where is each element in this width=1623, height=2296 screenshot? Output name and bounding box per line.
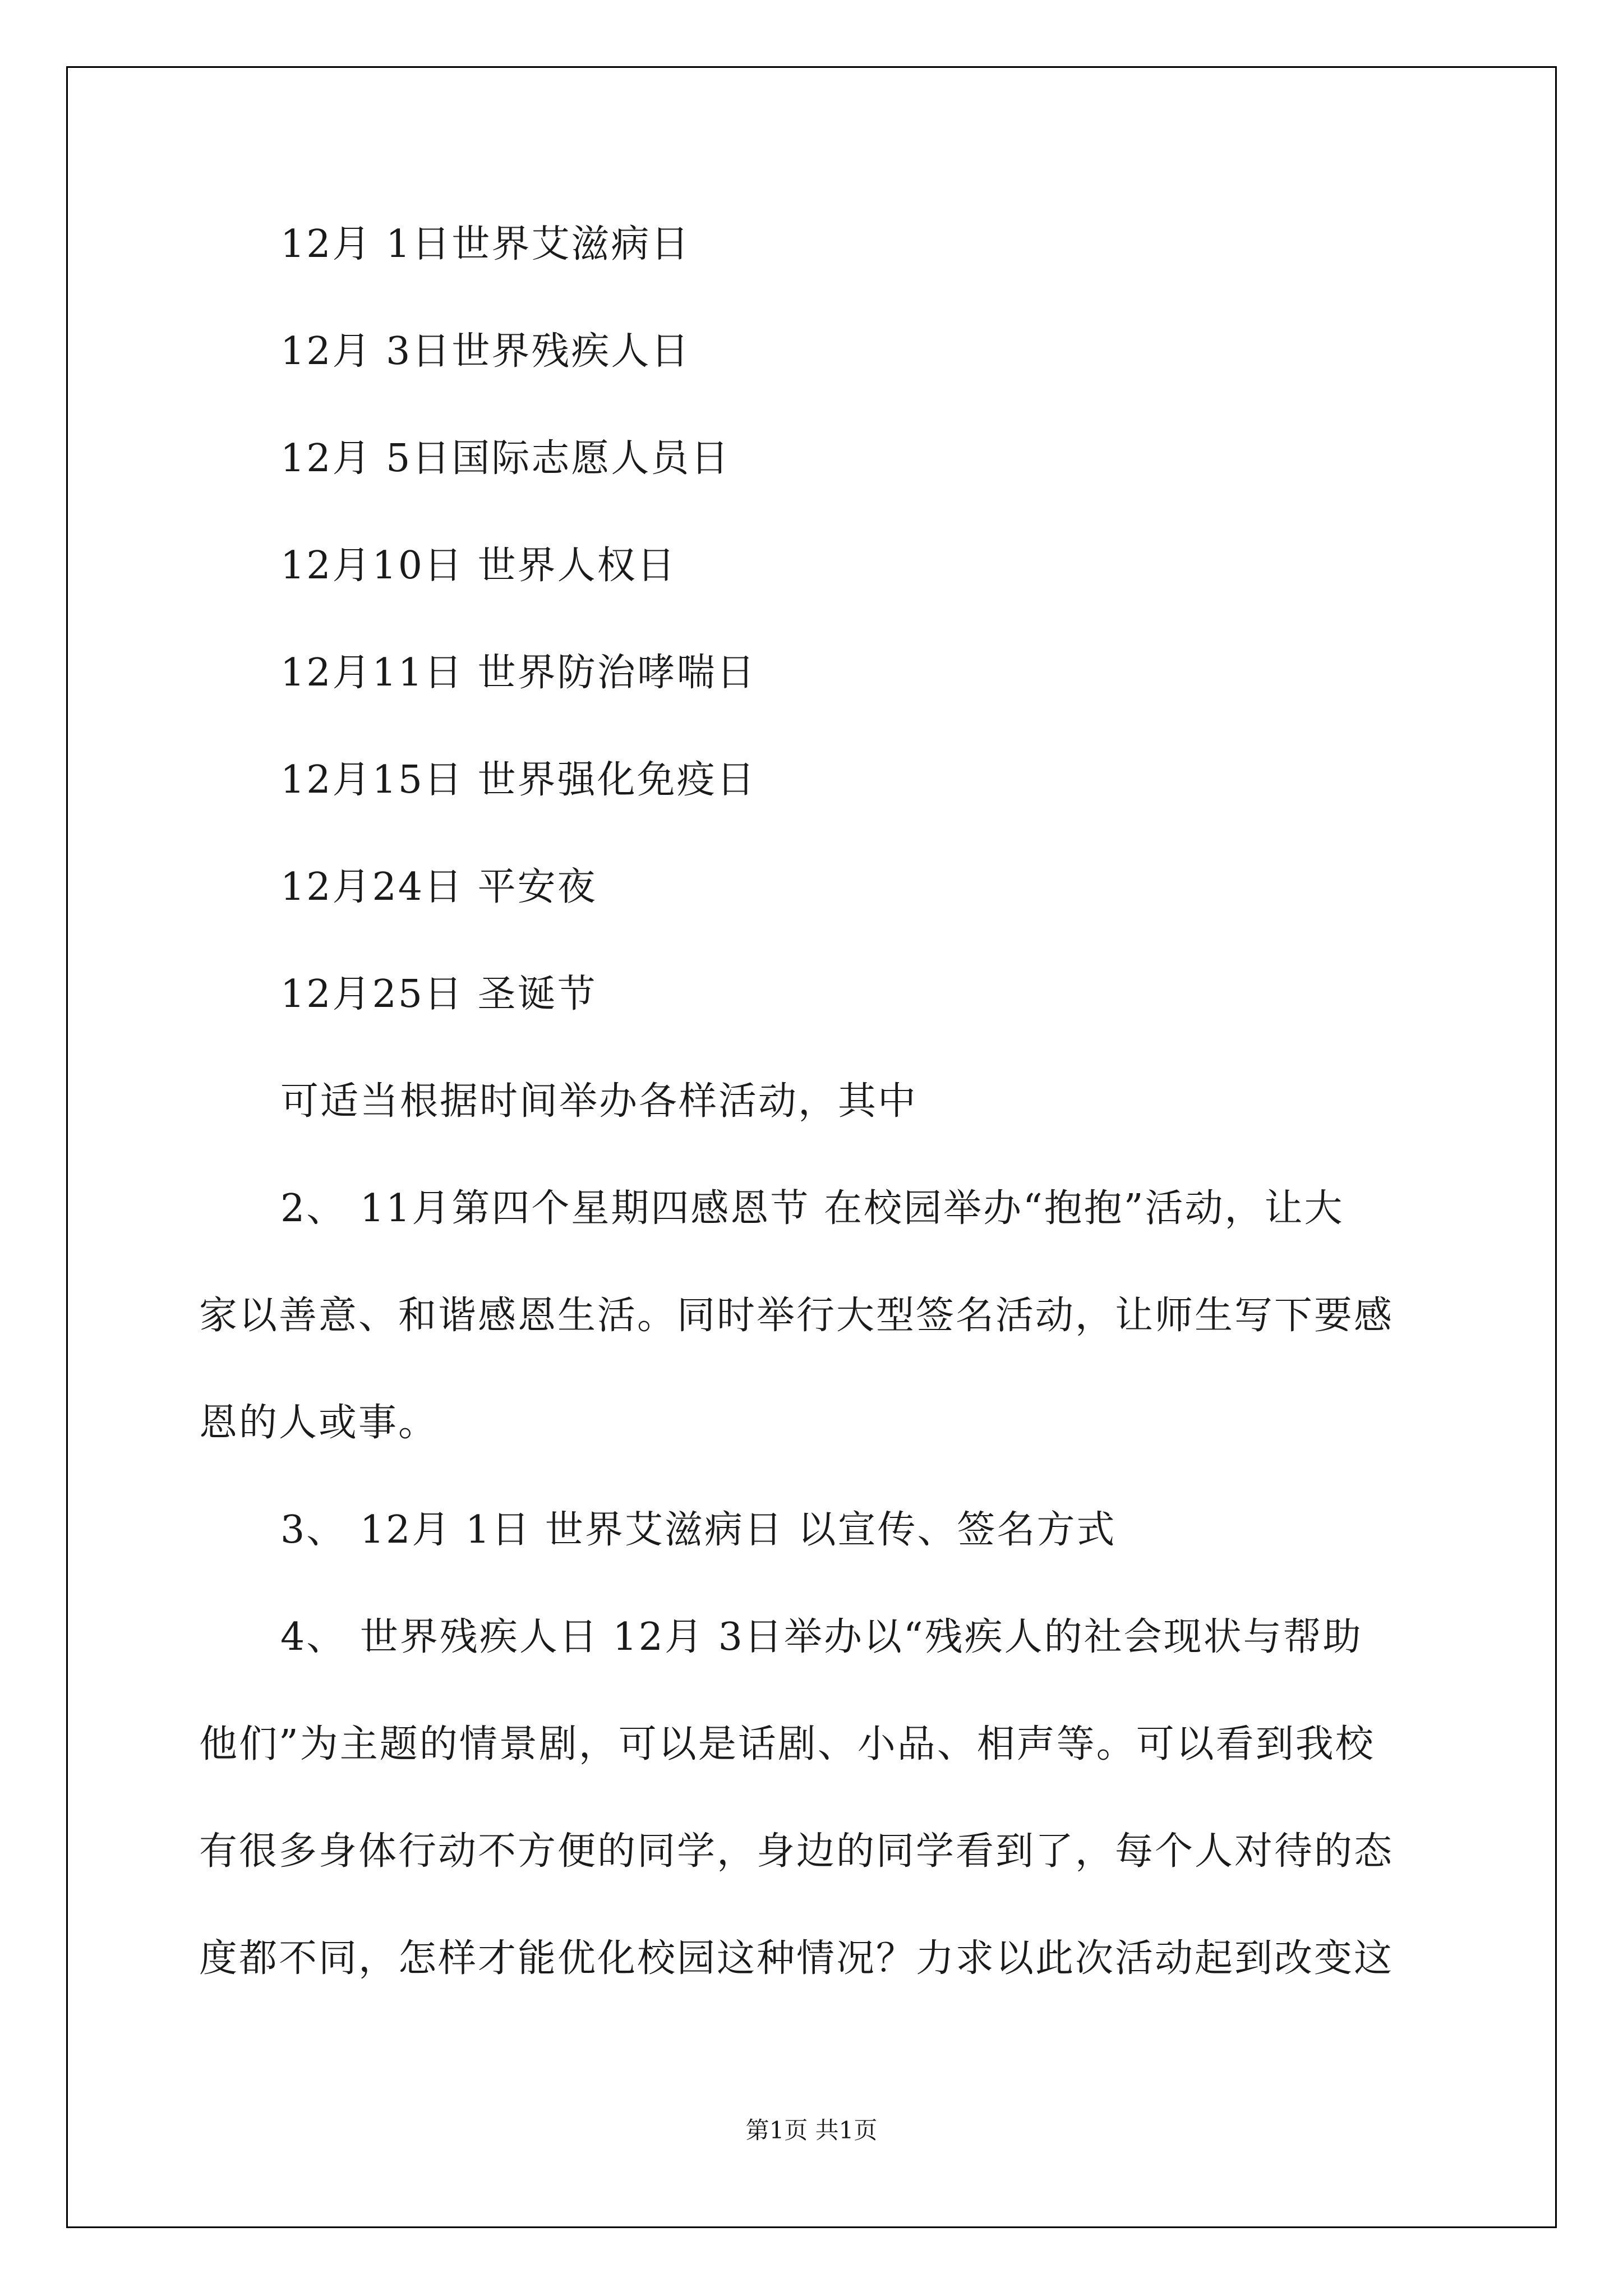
item-4-paragraph — [199, 1612, 1438, 1985]
item-4-line-1: 4、 世界残疾人日 12月 3日举办以“残疾人的社会现状与帮助 — [280, 1615, 1363, 1659]
date-line-4: 12月10日 世界人权日 — [280, 544, 677, 588]
date-line-3: 12月 5日国际志愿人员日 — [280, 436, 731, 481]
item-2-line-3: 恩的人或事。 — [199, 1401, 439, 1445]
item-2-paragraph — [199, 1183, 1438, 1449]
item-2-line-2: 家以善意、和谐感恩生活。同时举行大型签名活动，让师生写下要感 — [199, 1294, 1394, 1338]
date-line-7: 12月24日 平安夜 — [280, 865, 597, 909]
item-4-line-2: 他们”为主题的情景剧，可以是话剧、小品、相声等。可以看到我校 — [199, 1722, 1375, 1766]
document-body — [199, 219, 1438, 2040]
item-4-line-3: 有很多身体行动不方便的同学，身边的同学看到了，每个人对待的态 — [199, 1829, 1394, 1874]
item-2-line-1: 2、 11月第四个星期四感恩节 在校园举办“抱抱”活动，让大 — [280, 1186, 1344, 1231]
item-3-paragraph: 3、 12月 1日 世界艾滋病日 以宣传、签名方式 — [280, 1508, 1117, 1552]
date-line-2: 12月 3日世界残疾人日 — [280, 329, 691, 374]
item-4-line-4: 度都不同，怎样才能优化校园这种情况？力求以此次活动起到改变这 — [199, 1936, 1394, 1981]
date-line-1: 12月 1日世界艾滋病日 — [280, 222, 691, 266]
date-line-6: 12月15日 世界强化免疫日 — [280, 758, 757, 802]
date-line-8: 12月25日 圣诞节 — [280, 972, 597, 1016]
intro-paragraph: 可适当根据时间举办各样活动，其中 — [280, 1079, 918, 1124]
page-number-footer: 第1页 共1页 — [745, 2116, 878, 2144]
date-line-5: 12月11日 世界防治哮喘日 — [280, 651, 757, 695]
